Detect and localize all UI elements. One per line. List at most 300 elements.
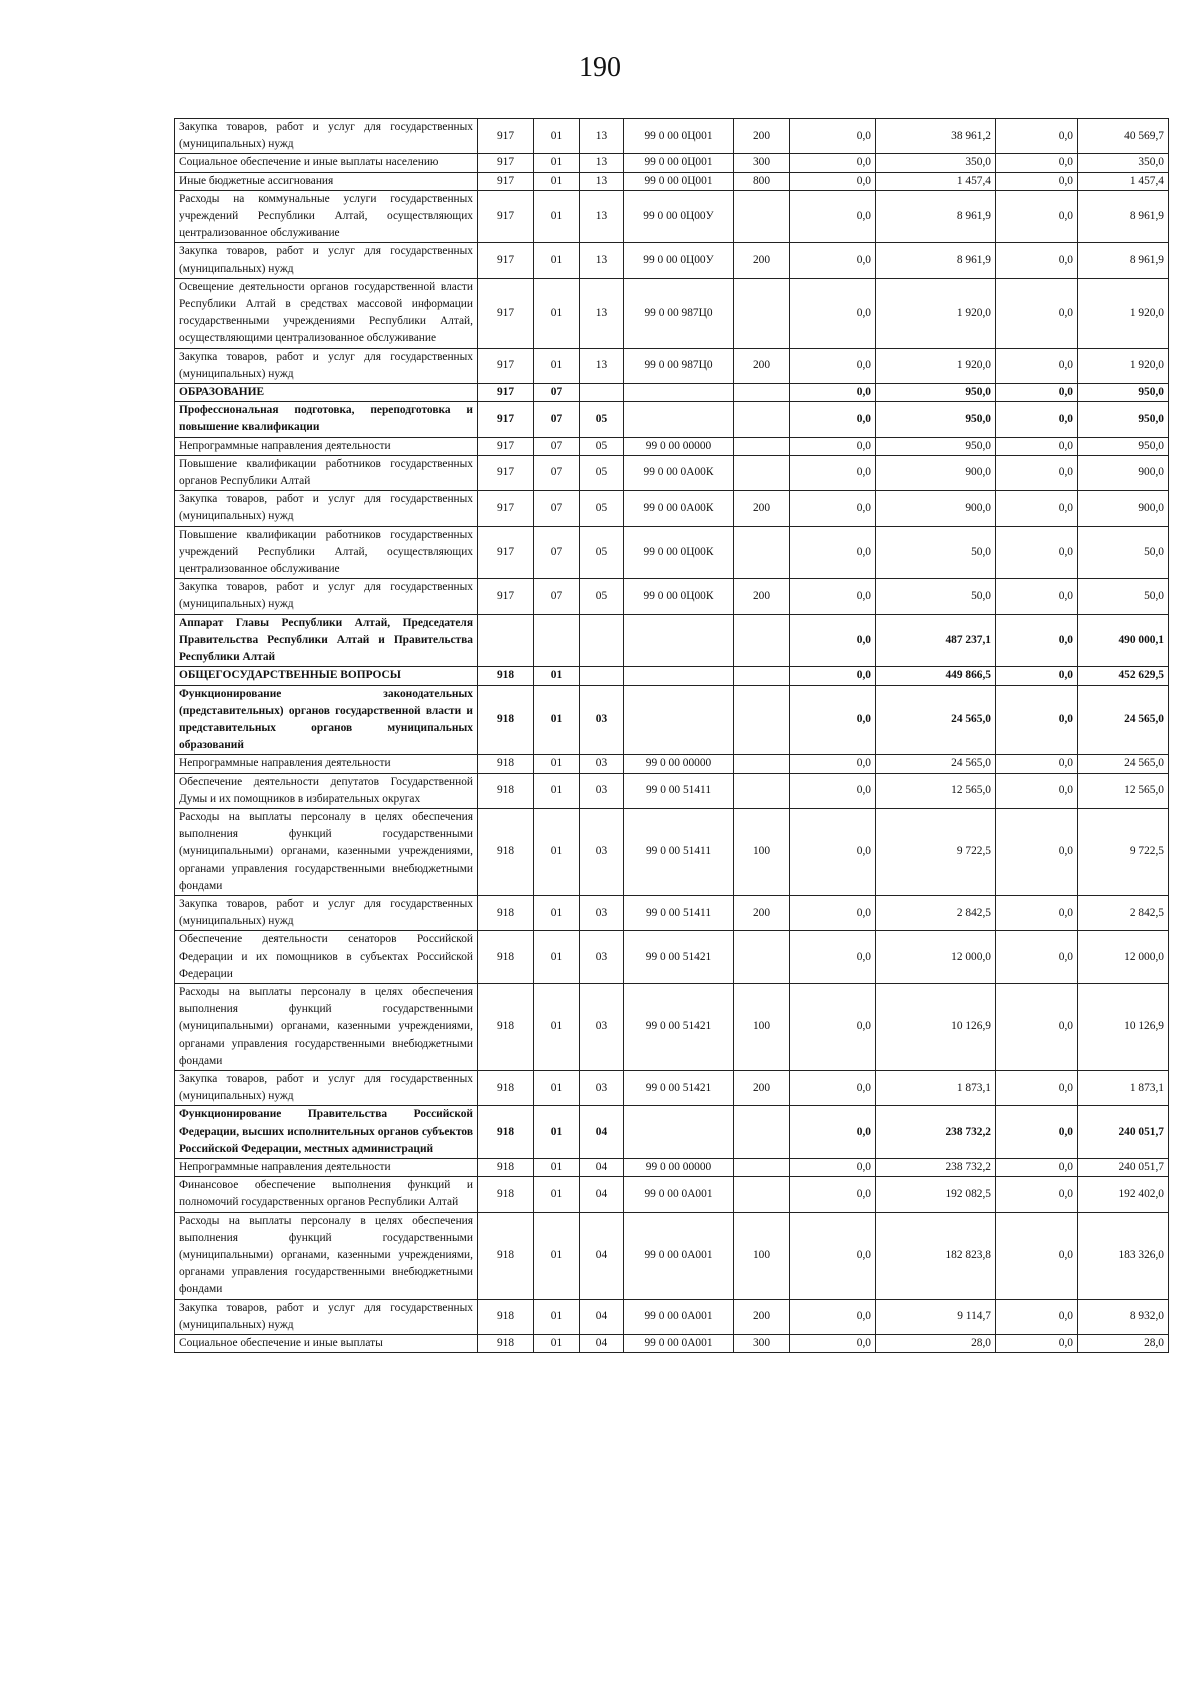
- subsection-code: 05: [580, 491, 624, 526]
- section-code: 07: [534, 402, 580, 437]
- subsection-code: 04: [580, 1212, 624, 1299]
- expense-type-code: 100: [734, 808, 790, 895]
- section-code: 01: [534, 773, 580, 808]
- admin-code: 918: [478, 1335, 534, 1353]
- subsection-code: 05: [580, 437, 624, 455]
- expense-type-code: [734, 755, 790, 773]
- admin-code: 918: [478, 895, 534, 930]
- amount-4: 2 842,5: [1078, 895, 1169, 930]
- amount-3: 0,0: [996, 1212, 1078, 1299]
- target-article-code: 99 0 00 987Ц0: [624, 348, 734, 383]
- target-article-code: [624, 614, 734, 667]
- amount-3: 0,0: [996, 437, 1078, 455]
- amount-2: 350,0: [876, 154, 996, 172]
- row-name: Освещение деятельности органов государственной власти Республики Алтай в средствах массовой информации государственными учреждениями Республики Алтай, осуществляющими централизованное обслуживание: [175, 278, 478, 348]
- subsection-code: 04: [580, 1158, 624, 1176]
- subsection-code: 03: [580, 755, 624, 773]
- amount-4: 900,0: [1078, 455, 1169, 490]
- table-row: [175, 384, 1169, 402]
- amount-4: 900,0: [1078, 491, 1169, 526]
- expense-type-code: [734, 402, 790, 437]
- amount-1: 0,0: [790, 437, 876, 455]
- amount-4: 40 569,7: [1078, 119, 1169, 154]
- amount-1: 0,0: [790, 983, 876, 1070]
- expense-type-code: 200: [734, 119, 790, 154]
- expense-type-code: [734, 773, 790, 808]
- table-row: [175, 190, 1169, 243]
- admin-code: 917: [478, 437, 534, 455]
- subsection-code: 13: [580, 172, 624, 190]
- expense-type-code: [734, 1177, 790, 1212]
- amount-2: 9 722,5: [876, 808, 996, 895]
- target-article-code: 99 0 00 51421: [624, 1070, 734, 1105]
- table-row: [175, 983, 1169, 1070]
- amount-4: 192 402,0: [1078, 1177, 1169, 1212]
- admin-code: 918: [478, 755, 534, 773]
- amount-3: 0,0: [996, 243, 1078, 278]
- amount-4: 8 961,9: [1078, 243, 1169, 278]
- row-name: Повышение квалификации работников государственных учреждений Республики Алтай, осуществляющих централизованное обслуживание: [175, 526, 478, 579]
- section-code: 01: [534, 1106, 580, 1159]
- amount-2: 182 823,8: [876, 1212, 996, 1299]
- amount-2: 50,0: [876, 579, 996, 614]
- target-article-code: 99 0 00 51421: [624, 931, 734, 984]
- amount-3: 0,0: [996, 931, 1078, 984]
- table-row: [175, 1177, 1169, 1212]
- amount-2: 28,0: [876, 1335, 996, 1353]
- target-article-code: 99 0 00 0А00К: [624, 455, 734, 490]
- amount-2: 1 873,1: [876, 1070, 996, 1105]
- subsection-code: 13: [580, 278, 624, 348]
- subsection-code: 03: [580, 983, 624, 1070]
- section-code: 01: [534, 1299, 580, 1334]
- section-code: 01: [534, 1177, 580, 1212]
- expense-type-code: [734, 526, 790, 579]
- amount-2: 2 842,5: [876, 895, 996, 930]
- subsection-code: 05: [580, 402, 624, 437]
- section-code: 07: [534, 491, 580, 526]
- admin-code: 917: [478, 579, 534, 614]
- amount-3: 0,0: [996, 172, 1078, 190]
- expense-type-code: [734, 190, 790, 243]
- amount-3: 0,0: [996, 667, 1078, 685]
- section-code: 01: [534, 983, 580, 1070]
- table-row: [175, 243, 1169, 278]
- target-article-code: 99 0 00 51411: [624, 895, 734, 930]
- admin-code: 918: [478, 1070, 534, 1105]
- section-code: 07: [534, 455, 580, 490]
- target-article-code: 99 0 00 51421: [624, 983, 734, 1070]
- row-name: Социальное обеспечение и иные выплаты населению: [175, 154, 478, 172]
- row-name: Профессиональная подготовка, переподготовка и повышение квалификации: [175, 402, 478, 437]
- admin-code: 918: [478, 685, 534, 755]
- amount-1: 0,0: [790, 243, 876, 278]
- subsection-code: [580, 614, 624, 667]
- amount-1: 0,0: [790, 685, 876, 755]
- row-name: Обеспечение деятельности депутатов Государственной Думы и их помощников в избирательных округах: [175, 773, 478, 808]
- amount-4: 452 629,5: [1078, 667, 1169, 685]
- amount-4: 1 457,4: [1078, 172, 1169, 190]
- row-name: ОБРАЗОВАНИЕ: [175, 384, 478, 402]
- subsection-code: 04: [580, 1177, 624, 1212]
- admin-code: 917: [478, 119, 534, 154]
- amount-2: 8 961,9: [876, 243, 996, 278]
- table-row: [175, 808, 1169, 895]
- subsection-code: 04: [580, 1106, 624, 1159]
- admin-code: 918: [478, 1106, 534, 1159]
- table-row: [175, 1070, 1169, 1105]
- amount-4: 28,0: [1078, 1335, 1169, 1353]
- row-name: Закупка товаров, работ и услуг для государственных (муниципальных) нужд: [175, 119, 478, 154]
- amount-3: 0,0: [996, 455, 1078, 490]
- row-name: Закупка товаров, работ и услуг для государственных (муниципальных) нужд: [175, 348, 478, 383]
- amount-4: 50,0: [1078, 579, 1169, 614]
- amount-2: 12 000,0: [876, 931, 996, 984]
- row-name: Расходы на выплаты персоналу в целях обеспечения выполнения функций государственными (муниципальными) органами, казенными учреждениями, органами управления государственными внебюджетными фондами: [175, 1212, 478, 1299]
- row-name: Аппарат Главы Республики Алтай, Председателя Правительства Республики Алтай и Правительства Республики Алтай: [175, 614, 478, 667]
- subsection-code: 03: [580, 685, 624, 755]
- amount-4: 12 000,0: [1078, 931, 1169, 984]
- admin-code: 917: [478, 278, 534, 348]
- target-article-code: 99 0 00 0Ц00К: [624, 526, 734, 579]
- amount-3: 0,0: [996, 983, 1078, 1070]
- target-article-code: 99 0 00 0Ц00У: [624, 243, 734, 278]
- expense-type-code: [734, 667, 790, 685]
- amount-3: 0,0: [996, 1177, 1078, 1212]
- row-name: Иные бюджетные ассигнования: [175, 172, 478, 190]
- table-row: [175, 1158, 1169, 1176]
- row-name: Закупка товаров, работ и услуг для государственных (муниципальных) нужд: [175, 243, 478, 278]
- section-code: 01: [534, 1212, 580, 1299]
- amount-3: 0,0: [996, 579, 1078, 614]
- target-article-code: [624, 384, 734, 402]
- target-article-code: 99 0 00 00000: [624, 1158, 734, 1176]
- amount-1: 0,0: [790, 1070, 876, 1105]
- expense-type-code: 200: [734, 491, 790, 526]
- section-code: 01: [534, 154, 580, 172]
- expense-type-code: [734, 455, 790, 490]
- table-row: [175, 773, 1169, 808]
- amount-2: 9 114,7: [876, 1299, 996, 1334]
- row-name: Расходы на выплаты персоналу в целях обеспечения выполнения функций государственными (муниципальными) органами, казенными учреждениями, органами управления государственными внебюджетными фондами: [175, 808, 478, 895]
- table-row: [175, 348, 1169, 383]
- table-row: [175, 667, 1169, 685]
- subsection-code: [580, 384, 624, 402]
- target-article-code: 99 0 00 51411: [624, 808, 734, 895]
- target-article-code: 99 0 00 0Ц00У: [624, 190, 734, 243]
- row-name: Закупка товаров, работ и услуг для государственных (муниципальных) нужд: [175, 491, 478, 526]
- section-code: 01: [534, 755, 580, 773]
- amount-2: 950,0: [876, 384, 996, 402]
- expense-type-code: [734, 437, 790, 455]
- target-article-code: [624, 667, 734, 685]
- table-row: [175, 1335, 1169, 1353]
- section-code: 01: [534, 278, 580, 348]
- section-code: 01: [534, 1335, 580, 1353]
- row-name: Непрограммные направления деятельности: [175, 1158, 478, 1176]
- amount-4: 1 873,1: [1078, 1070, 1169, 1105]
- amount-3: 0,0: [996, 1106, 1078, 1159]
- section-code: 01: [534, 1158, 580, 1176]
- admin-code: 918: [478, 1177, 534, 1212]
- section-code: 07: [534, 526, 580, 579]
- target-article-code: 99 0 00 51411: [624, 773, 734, 808]
- amount-2: 238 732,2: [876, 1158, 996, 1176]
- table-row: [175, 278, 1169, 348]
- section-code: 01: [534, 243, 580, 278]
- expense-type-code: 200: [734, 895, 790, 930]
- amount-1: 0,0: [790, 190, 876, 243]
- section-code: 01: [534, 895, 580, 930]
- amount-3: 0,0: [996, 491, 1078, 526]
- amount-1: 0,0: [790, 1212, 876, 1299]
- row-name: Непрограммные направления деятельности: [175, 437, 478, 455]
- subsection-code: 13: [580, 243, 624, 278]
- amount-1: 0,0: [790, 1177, 876, 1212]
- amount-2: 12 565,0: [876, 773, 996, 808]
- amount-4: 24 565,0: [1078, 755, 1169, 773]
- expense-type-code: 100: [734, 983, 790, 1070]
- amount-1: 0,0: [790, 931, 876, 984]
- admin-code: 917: [478, 491, 534, 526]
- subsection-code: 13: [580, 190, 624, 243]
- amount-4: 950,0: [1078, 384, 1169, 402]
- row-name: ОБЩЕГОСУДАРСТВЕННЫЕ ВОПРОСЫ: [175, 667, 478, 685]
- table-row: [175, 455, 1169, 490]
- amount-2: 1 457,4: [876, 172, 996, 190]
- amount-4: 950,0: [1078, 402, 1169, 437]
- amount-1: 0,0: [790, 278, 876, 348]
- amount-2: 449 866,5: [876, 667, 996, 685]
- table-row: [175, 437, 1169, 455]
- section-code: 01: [534, 1070, 580, 1105]
- row-name: Обеспечение деятельности сенаторов Российской Федерации и их помощников в субъектах Российской Федерации: [175, 931, 478, 984]
- subsection-code: [580, 667, 624, 685]
- admin-code: 917: [478, 455, 534, 490]
- amount-4: 1 920,0: [1078, 278, 1169, 348]
- section-code: 01: [534, 931, 580, 984]
- amount-3: 0,0: [996, 348, 1078, 383]
- expense-type-code: 100: [734, 1212, 790, 1299]
- budget-table: [174, 118, 1169, 1353]
- amount-1: 0,0: [790, 172, 876, 190]
- row-name: Расходы на выплаты персоналу в целях обеспечения выполнения функций государственными (муниципальными) органами, казенными учреждениями, органами управления государственными внебюджетными фондами: [175, 983, 478, 1070]
- amount-4: 9 722,5: [1078, 808, 1169, 895]
- amount-1: 0,0: [790, 1158, 876, 1176]
- page-number: 190: [579, 52, 621, 83]
- target-article-code: 99 0 00 0Ц001: [624, 119, 734, 154]
- amount-2: 487 237,1: [876, 614, 996, 667]
- amount-1: 0,0: [790, 614, 876, 667]
- subsection-code: 13: [580, 154, 624, 172]
- section-code: 01: [534, 685, 580, 755]
- amount-4: 10 126,9: [1078, 983, 1169, 1070]
- section-code: 01: [534, 172, 580, 190]
- subsection-code: 05: [580, 455, 624, 490]
- section-code: 07: [534, 384, 580, 402]
- admin-code: 918: [478, 808, 534, 895]
- amount-2: 1 920,0: [876, 348, 996, 383]
- section-code: 01: [534, 808, 580, 895]
- amount-3: 0,0: [996, 402, 1078, 437]
- admin-code: 918: [478, 667, 534, 685]
- expense-type-code: 200: [734, 243, 790, 278]
- table-row: [175, 154, 1169, 172]
- expense-type-code: [734, 685, 790, 755]
- amount-3: 0,0: [996, 755, 1078, 773]
- row-name: Закупка товаров, работ и услуг для государственных (муниципальных) нужд: [175, 895, 478, 930]
- amount-4: 12 565,0: [1078, 773, 1169, 808]
- table-row: [175, 755, 1169, 773]
- expense-type-code: 200: [734, 1299, 790, 1334]
- subsection-code: 13: [580, 348, 624, 383]
- admin-code: 918: [478, 931, 534, 984]
- row-name: Финансовое обеспечение выполнения функций и полномочий государственных органов Республики Алтай: [175, 1177, 478, 1212]
- amount-4: 8 961,9: [1078, 190, 1169, 243]
- admin-code: 917: [478, 384, 534, 402]
- amount-3: 0,0: [996, 1335, 1078, 1353]
- table-row: [175, 1299, 1169, 1334]
- amount-3: 0,0: [996, 808, 1078, 895]
- amount-2: 1 920,0: [876, 278, 996, 348]
- amount-3: 0,0: [996, 685, 1078, 755]
- admin-code: 917: [478, 154, 534, 172]
- subsection-code: 03: [580, 808, 624, 895]
- expense-type-code: 200: [734, 348, 790, 383]
- section-code: [534, 614, 580, 667]
- subsection-code: 03: [580, 773, 624, 808]
- admin-code: 918: [478, 983, 534, 1070]
- amount-3: 0,0: [996, 773, 1078, 808]
- row-name: Повышение квалификации работников государственных органов Республики Алтай: [175, 455, 478, 490]
- expense-type-code: 800: [734, 172, 790, 190]
- table-row: [175, 685, 1169, 755]
- target-article-code: 99 0 00 0А001: [624, 1177, 734, 1212]
- amount-1: 0,0: [790, 773, 876, 808]
- row-name: Функционирование Правительства Российской Федерации, высших исполнительных органов субъектов Российской Федерации, местных администраций: [175, 1106, 478, 1159]
- admin-code: 918: [478, 1299, 534, 1334]
- amount-1: 0,0: [790, 402, 876, 437]
- expense-type-code: [734, 1158, 790, 1176]
- table-row: [175, 491, 1169, 526]
- amount-2: 950,0: [876, 402, 996, 437]
- row-name: Закупка товаров, работ и услуг для государственных (муниципальных) нужд: [175, 1299, 478, 1334]
- target-article-code: 99 0 00 00000: [624, 437, 734, 455]
- amount-2: 900,0: [876, 455, 996, 490]
- amount-4: 490 000,1: [1078, 614, 1169, 667]
- admin-code: 917: [478, 402, 534, 437]
- amount-1: 0,0: [790, 348, 876, 383]
- amount-2: 900,0: [876, 491, 996, 526]
- amount-1: 0,0: [790, 579, 876, 614]
- admin-code: 917: [478, 526, 534, 579]
- amount-1: 0,0: [790, 1299, 876, 1334]
- subsection-code: 04: [580, 1299, 624, 1334]
- amount-3: 0,0: [996, 154, 1078, 172]
- amount-1: 0,0: [790, 895, 876, 930]
- target-article-code: [624, 402, 734, 437]
- amount-2: 8 961,9: [876, 190, 996, 243]
- table-row: [175, 526, 1169, 579]
- amount-4: 1 920,0: [1078, 348, 1169, 383]
- amount-1: 0,0: [790, 1335, 876, 1353]
- target-article-code: 99 0 00 0А001: [624, 1212, 734, 1299]
- table-row: [175, 614, 1169, 667]
- amount-1: 0,0: [790, 154, 876, 172]
- subsection-code: 03: [580, 1070, 624, 1105]
- amount-3: 0,0: [996, 119, 1078, 154]
- amount-2: 50,0: [876, 526, 996, 579]
- amount-3: 0,0: [996, 614, 1078, 667]
- expense-type-code: 300: [734, 154, 790, 172]
- row-name: Непрограммные направления деятельности: [175, 755, 478, 773]
- expense-type-code: 200: [734, 1070, 790, 1105]
- row-name: Закупка товаров, работ и услуг для государственных (муниципальных) нужд: [175, 579, 478, 614]
- amount-3: 0,0: [996, 190, 1078, 243]
- section-code: 07: [534, 579, 580, 614]
- amount-4: 24 565,0: [1078, 685, 1169, 755]
- amount-3: 0,0: [996, 895, 1078, 930]
- target-article-code: 99 0 00 00000: [624, 755, 734, 773]
- amount-1: 0,0: [790, 119, 876, 154]
- amount-4: 50,0: [1078, 526, 1169, 579]
- target-article-code: 99 0 00 0А001: [624, 1299, 734, 1334]
- section-code: 01: [534, 190, 580, 243]
- table-row: [175, 172, 1169, 190]
- subsection-code: 03: [580, 931, 624, 984]
- expense-type-code: [734, 384, 790, 402]
- admin-code: 917: [478, 172, 534, 190]
- amount-4: 950,0: [1078, 437, 1169, 455]
- amount-4: 240 051,7: [1078, 1158, 1169, 1176]
- section-code: 01: [534, 119, 580, 154]
- row-name: Функционирование законодательных (представительных) органов государственной власти и представительных органов муниципальных образований: [175, 685, 478, 755]
- table-row: [175, 1106, 1169, 1159]
- amount-4: 240 051,7: [1078, 1106, 1169, 1159]
- amount-3: 0,0: [996, 1070, 1078, 1105]
- admin-code: 917: [478, 243, 534, 278]
- table-row: [175, 119, 1169, 154]
- target-article-code: [624, 685, 734, 755]
- subsection-code: 04: [580, 1335, 624, 1353]
- amount-1: 0,0: [790, 667, 876, 685]
- subsection-code: 13: [580, 119, 624, 154]
- target-article-code: 99 0 00 987Ц0: [624, 278, 734, 348]
- subsection-code: 05: [580, 579, 624, 614]
- target-article-code: [624, 1106, 734, 1159]
- amount-1: 0,0: [790, 1106, 876, 1159]
- amount-2: 24 565,0: [876, 755, 996, 773]
- amount-1: 0,0: [790, 384, 876, 402]
- amount-2: 38 961,2: [876, 119, 996, 154]
- amount-4: 183 326,0: [1078, 1212, 1169, 1299]
- amount-1: 0,0: [790, 526, 876, 579]
- table-row: [175, 579, 1169, 614]
- amount-3: 0,0: [996, 1299, 1078, 1334]
- table-row: [175, 931, 1169, 984]
- amount-1: 0,0: [790, 808, 876, 895]
- amount-1: 0,0: [790, 491, 876, 526]
- admin-code: 917: [478, 348, 534, 383]
- amount-3: 0,0: [996, 384, 1078, 402]
- row-name: Закупка товаров, работ и услуг для государственных (муниципальных) нужд: [175, 1070, 478, 1105]
- target-article-code: 99 0 00 0Ц001: [624, 154, 734, 172]
- section-code: 01: [534, 348, 580, 383]
- amount-2: 950,0: [876, 437, 996, 455]
- amount-2: 24 565,0: [876, 685, 996, 755]
- table-row: [175, 895, 1169, 930]
- subsection-code: 05: [580, 526, 624, 579]
